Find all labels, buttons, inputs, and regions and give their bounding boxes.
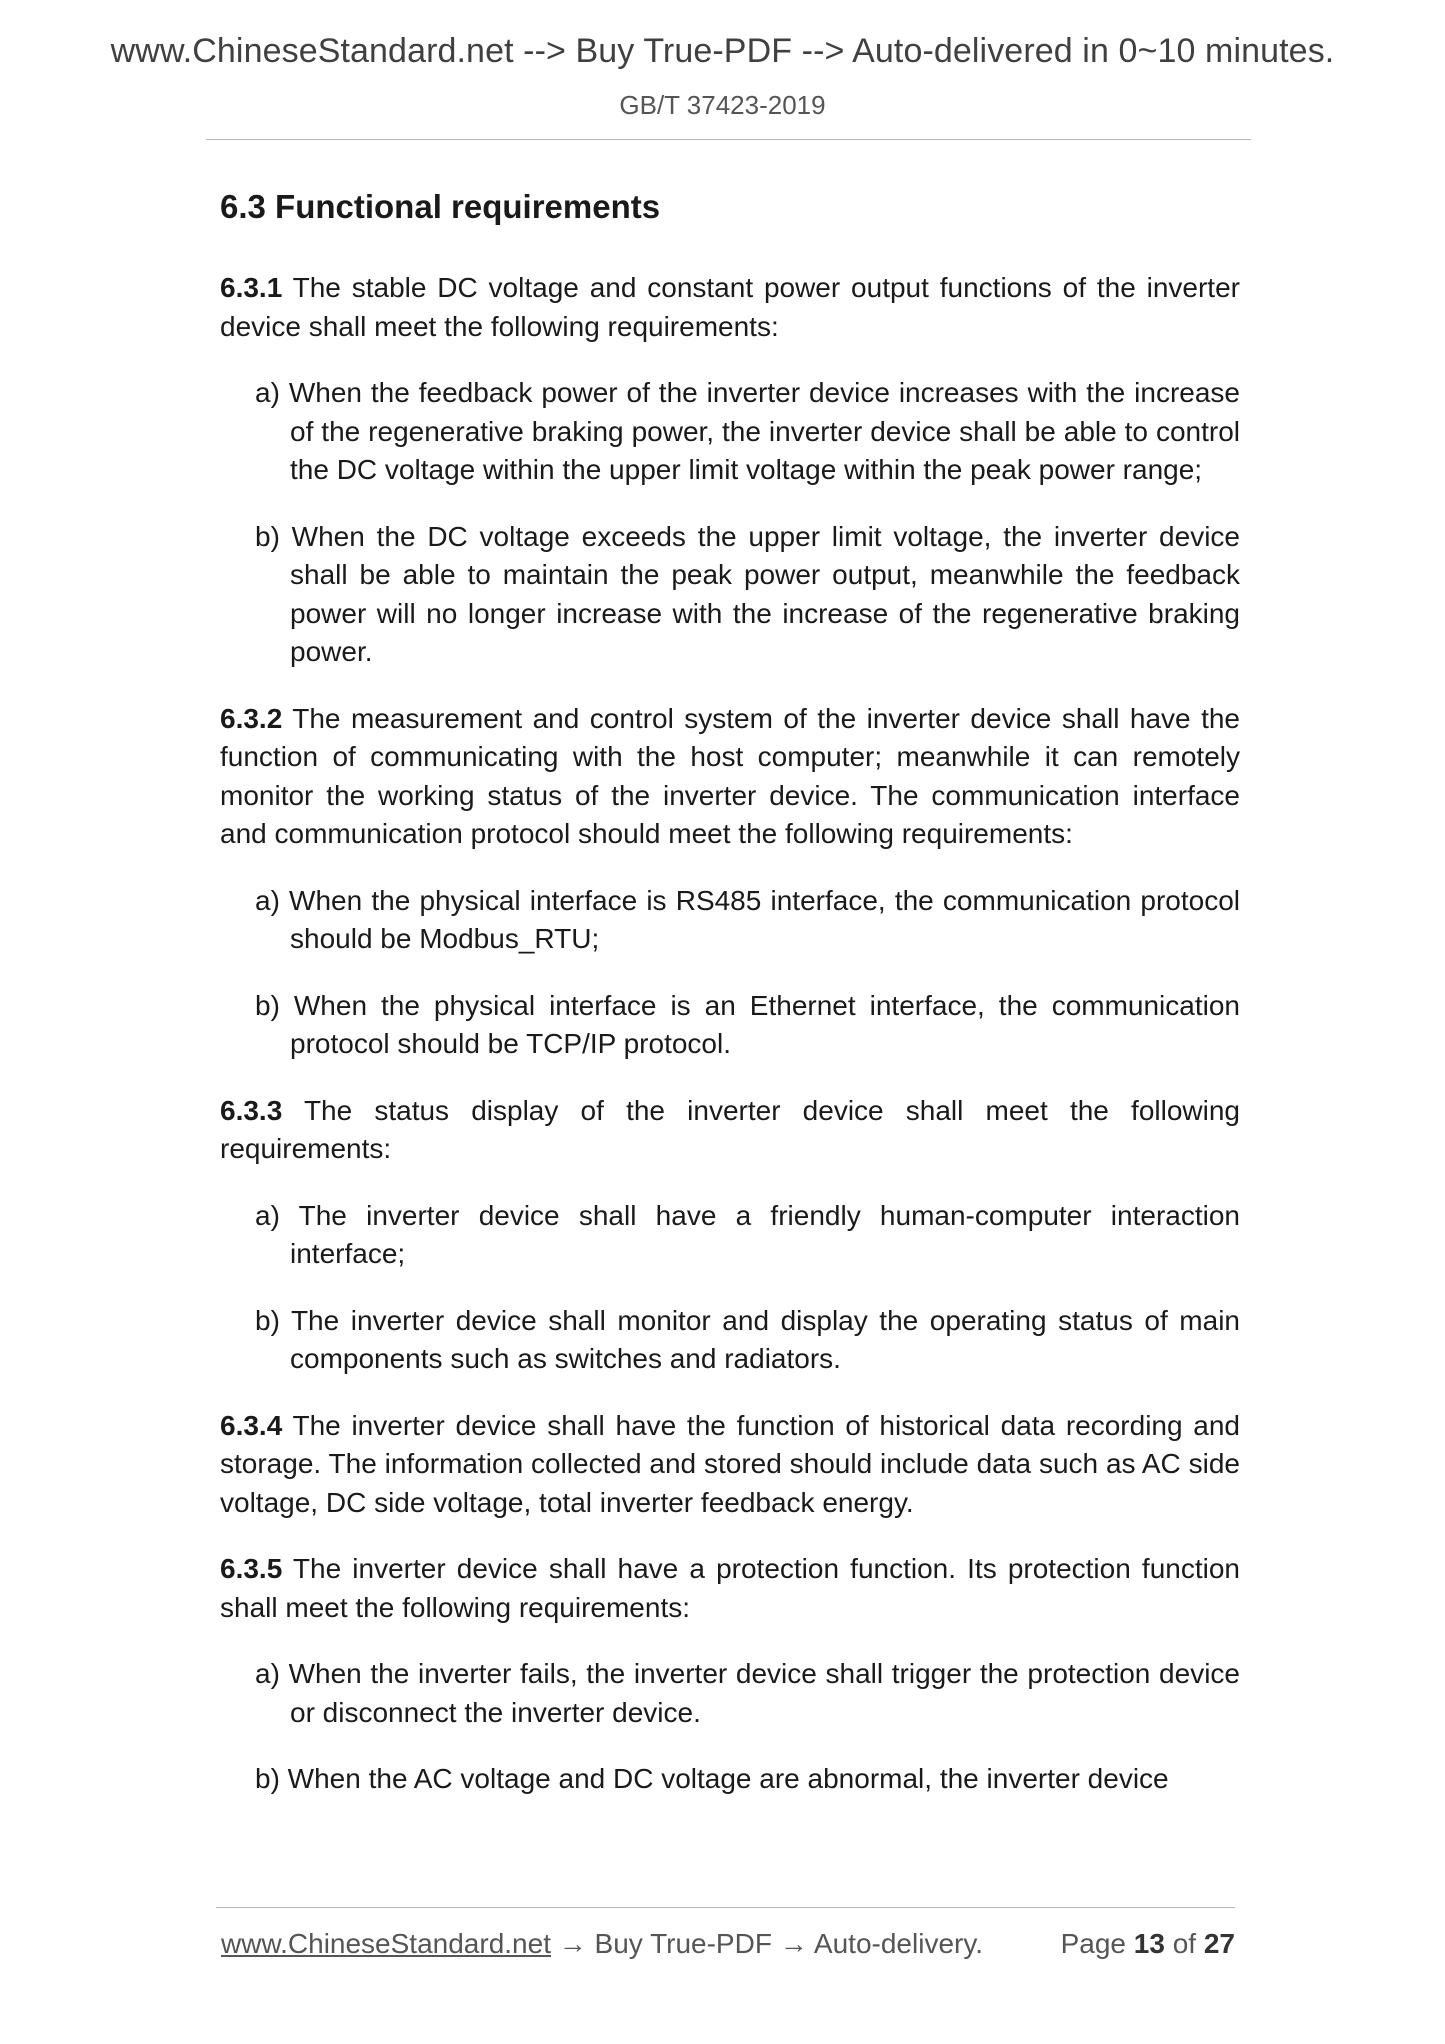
footer-divider — [216, 1907, 1235, 1908]
list-item: a) The inverter device shall have a friendly human-computer interaction interface; — [255, 1199, 1240, 1269]
current-page: 13 — [1133, 1928, 1165, 1959]
document-body — [220, 185, 1240, 1827]
clause-text: The status display of the inverter device shall meet the following requirements: — [220, 1094, 1240, 1164]
clause-number: 6.3.5 — [220, 1553, 283, 1584]
list-item: b) When the DC voltage exceeds the upper limit voltage, the inverter device shall be able to maintain the peak power output, meanwhile the feedback power will no longer increase with the increase of the regenerative braking power. — [255, 520, 1240, 667]
list-item: a) When the inverter fails, the inverter device shall trigger the protection device or disconnect the inverter device. — [255, 1658, 1240, 1728]
clause-number: 6.3.3 — [220, 1094, 283, 1126]
clause-number: 6.3.4 — [220, 1409, 283, 1441]
of-label: of — [1164, 1928, 1204, 1959]
section-title: 6.3 Functional requirements — [220, 188, 661, 225]
clause-6-3-4 — [220, 1407, 1240, 1523]
page-label: Page — [1060, 1928, 1134, 1959]
page-number — [1061, 1928, 1235, 1960]
clause-6-3-3 — [220, 1092, 1240, 1169]
top-banner: www.ChineseStandard.net --> Buy True-PDF --> Auto-delivered in 0~10 minutes. — [110, 32, 1335, 70]
header-divider — [206, 139, 1251, 140]
clause-number: 6.3.2 — [220, 702, 283, 734]
list-item: b) When the physical interface is an Ethernet interface, the communication protocol should be TCP/IP protocol. — [255, 989, 1240, 1059]
clause-6-3-2 — [220, 700, 1240, 854]
clause-number: 6.3.1 — [220, 272, 283, 303]
list-item: a) When the physical interface is RS485 interface, the communication protocol should be Modbus_RTU; — [255, 884, 1240, 954]
footer-website-link[interactable]: www.ChineseStandard.net — [221, 1928, 551, 1959]
clause-6-3-5 — [220, 1550, 1240, 1627]
clause-text: The stable DC voltage and constant power output functions of the inverter device shall meet the following requirements: — [220, 272, 1240, 342]
list-item: b) When the AC voltage and DC voltage are abnormal, the inverter device — [255, 1763, 1169, 1794]
standard-code: GB/T 37423-2019 — [619, 90, 826, 120]
total-pages: 27 — [1203, 1928, 1235, 1959]
footer-promo — [221, 1928, 983, 1960]
clause-6-3-1 — [220, 269, 1240, 346]
clause-text: The measurement and control system of the inverter device shall have the function of communicating with the host computer; meanwhile it can remotely monitor the working status of the inverter device. The communication interface and communication protocol should meet the following requirements: — [220, 702, 1240, 849]
footer-promo-text: → Buy True-PDF → Auto-delivery. — [550, 1928, 984, 1959]
list-item: b) The inverter device shall monitor and display the operating status of main components such as switches and radiators. — [255, 1304, 1240, 1374]
page-footer — [221, 1928, 1235, 1968]
list-item: a) When the feedback power of the inverter device increases with the increase of the regenerative braking power, the inverter device shall be able to control the DC voltage within the upper limit voltage within the peak power range; — [255, 377, 1240, 485]
clause-text: The inverter device shall have the function of historical data recording and storage. The information collected and stored should include data such as AC side voltage, DC side voltage, total inverter feedback energy. — [220, 1409, 1240, 1518]
clause-text: The inverter device shall have a protection function. Its protection function shall meet the following requirements: — [220, 1553, 1240, 1623]
